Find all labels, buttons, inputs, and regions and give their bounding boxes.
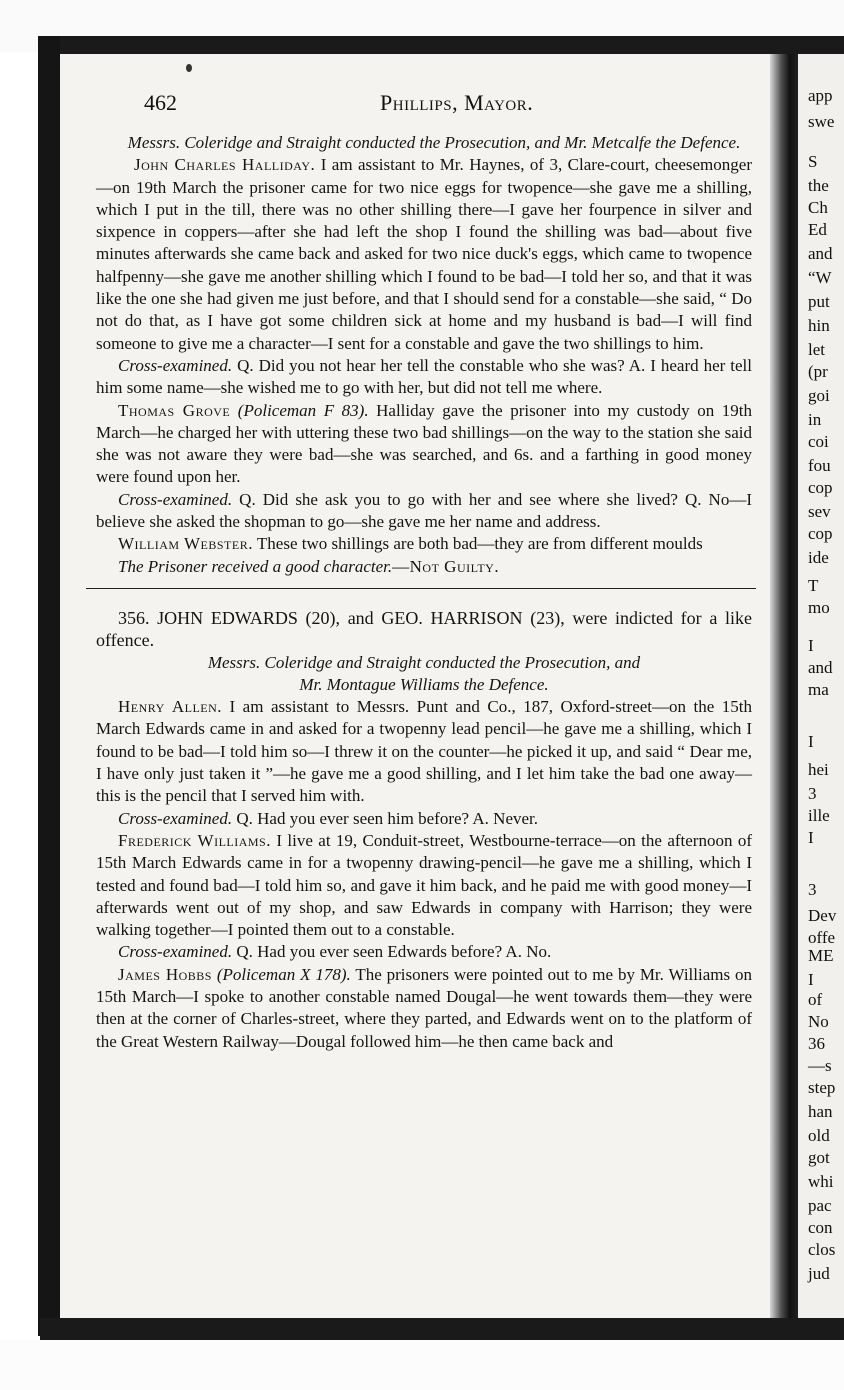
facing-page-fragment: and [808,244,833,263]
case2-witness-williams: Frederick Williams. I live at 19, Conduit-street, Westbourne-terrace—on the afternoon of 15th March Edwards came in for a twopenny drawing-pencil—he gave me a shilling, which I tested and found bad—I told him so, and gave it him back, and he paid me with good money—I afterwards went out of my shop, and saw Edwards in company with Harrison; they were walking together—I pointed them out to a constable. [96,830,753,940]
facing-page-fragment: clos [808,1240,836,1259]
facing-page-fragment: ille [808,806,830,825]
facing-page-fragment: in [808,410,822,429]
facing-page-fragment: jud [808,1264,830,1283]
facing-page-fragment: put [808,292,830,311]
facing-page-fragment: han [808,1102,833,1121]
facing-page-fragment: and [808,658,833,677]
book-left-edge [38,36,60,1336]
case1-cross-grove: Cross-examined. Q. Did she ask you to go with her and see where she lived? Q. No—I believe she asked the shopman to go—she gave me her name and address. [96,489,752,532]
facing-page-fragment: Dev [808,906,837,925]
facing-page-fragment: con [808,1218,833,1237]
facing-page-fragment: old [808,1126,830,1145]
facing-page-fragment: No [808,1012,829,1031]
facing-page-fragment: offe [808,928,836,947]
case1-verdict: The Prisoner received a good character.—Not Guilty. [118,556,500,576]
book-top-edge [40,36,844,54]
facing-page-fragment: 3 [808,880,817,899]
facing-page-fragment: hin [808,316,830,335]
case1-witness-webster: William Webster. These two shillings are both bad—they are from different moulds [118,534,703,554]
facing-page-fragment: cop [808,524,833,543]
facing-page-fragment: pac [808,1196,832,1215]
facing-page-fragment: ide [808,548,829,567]
scan-bottom-margin [0,1340,844,1390]
facing-page-fragment: 3 [808,784,817,803]
facing-page-fragment: I [808,970,814,989]
facing-page-fragment: fou [808,456,831,475]
book-bottom-edge [40,1318,844,1340]
running-head [90,86,760,116]
case2-counsel-line1: Messrs. Coleridge and Straight conducted the Prosecution, and [207,652,641,672]
case2-cross-williams: Cross-examined. Q. Had you ever seen Edwards before? A. No. [118,942,552,962]
case2-cross-allen: Cross-examined. Q. Had you ever seen him before? A. Never. [118,808,539,828]
facing-page-fragment: step [808,1078,836,1097]
facing-page-fragment: the [808,176,829,195]
facing-page-fragment: ME [808,946,834,965]
facing-page-fragment: cop [808,478,833,497]
facing-page-fragment: got [808,1148,830,1167]
facing-page-fragment: I [808,828,814,847]
facing-page-fragment: let [808,340,825,359]
case2-counsel-line2: Mr. Montague Williams the Defence. [299,674,549,694]
facing-page-fragment: mo [808,598,830,617]
running-title: Phillips, Mayor. [380,90,534,115]
page-body [96,132,752,1053]
facing-page-fragment: 36 [808,1034,825,1053]
facing-page-fragment: Ch [808,198,828,217]
case1-witness-grove: Thomas Grove (Policeman F 83). Halliday gave the prisoner into my custody on 19th March—he charged her with uttering these two bad shillings—on the way to the station she said she was not aware they were bad—she was searched, and 6s. and a farthing in good money were found upon her. [96,400,753,487]
facing-page-fragment: Ed [808,220,827,239]
facing-page-edge [798,54,844,1320]
facing-page-fragment: swe [808,112,835,131]
facing-page-fragment: goi [808,386,830,405]
page-number: 462 [144,90,177,115]
facing-page-fragment: ma [808,680,829,699]
case1-cross-halliday: Cross-examined. Q. Did you not hear her tell the constable who she was? A. I heard her tell him some name—she wished me to go with her, but did not tell me where. [96,355,752,398]
case1-witness-halliday: John Charles Halliday. I am assistant to Mr. Haynes, of 3, Clare-court, cheesemonger—on 19th March the prisoner came for two nice eggs for twopence—she gave me a shilling, which I put in the till, there was no other shilling there—I gave her fourpence in silver and sixpence in coppers—after she had left the shop I found the shilling was bad—about five minutes afterwards she came back and asked for two nice duck's eggs, which came to twopence halfpenny—she gave me another shilling which I found to be bad—I told her so, and that it was like the one she had given me just before, and that I should send for a constable—she said, “ Do not do that, as I have got some children sick at home and my husband is bad—I will find someone to give me a character—I sent for a constable and gave the two shillings to him. [96,155,752,353]
facing-page-fragment: T [808,576,819,595]
facing-page-fragment: hei [808,760,829,779]
facing-page-fragment: sev [808,502,831,521]
ink-spot [186,64,192,72]
case2-witness-hobbs: James Hobbs (Policeman X 178). The prisoners were pointed out to me by Mr. Williams on 15th March—I spoke to another constable named Dougal—he went towards them—they were then at the corner of Charles-street, where they parted, and Edwards went on to the platform of the Great Western Railway—Dougal followed him—he then came back and [96,964,752,1051]
facing-page-fragment: coi [808,432,829,451]
facing-page-fragment: “W [808,268,832,287]
facing-page-fragment: of [808,990,823,1009]
case2-heading: 356. JOHN EDWARDS (20), and GEO. HARRISON (23), were indicted for a like offence. [96,607,752,651]
facing-page-fragment: I [808,636,814,655]
facing-page-fragment: S [808,152,818,171]
case1-counsel: Messrs. Coleridge and Straight conducted the Prosecution, and Mr. Metcalfe the Defence. [127,133,741,152]
facing-page-fragment: —s [808,1056,832,1075]
facing-page-fragment: app [808,86,833,105]
facing-page-fragment: (pr [808,362,828,381]
facing-page-fragment: whi [808,1172,834,1191]
section-divider [86,588,756,589]
facing-page-fragment: I [808,732,814,751]
case2-witness-allen: Henry Allen. I am assistant to Messrs. Punt and Co., 187, Oxford-street—on the 15th March Edwards came in and asked for a twopenny lead pencil—he gave me a shilling, which I found to be bad—I told him so—I threw it on the counter—he picked it up, and said “ Dear me, I have only just taken it ”—he gave me a good shilling, and I let him take the bad one away—this is the pencil that I served him with. [96,697,753,806]
book-gutter [770,54,798,1320]
